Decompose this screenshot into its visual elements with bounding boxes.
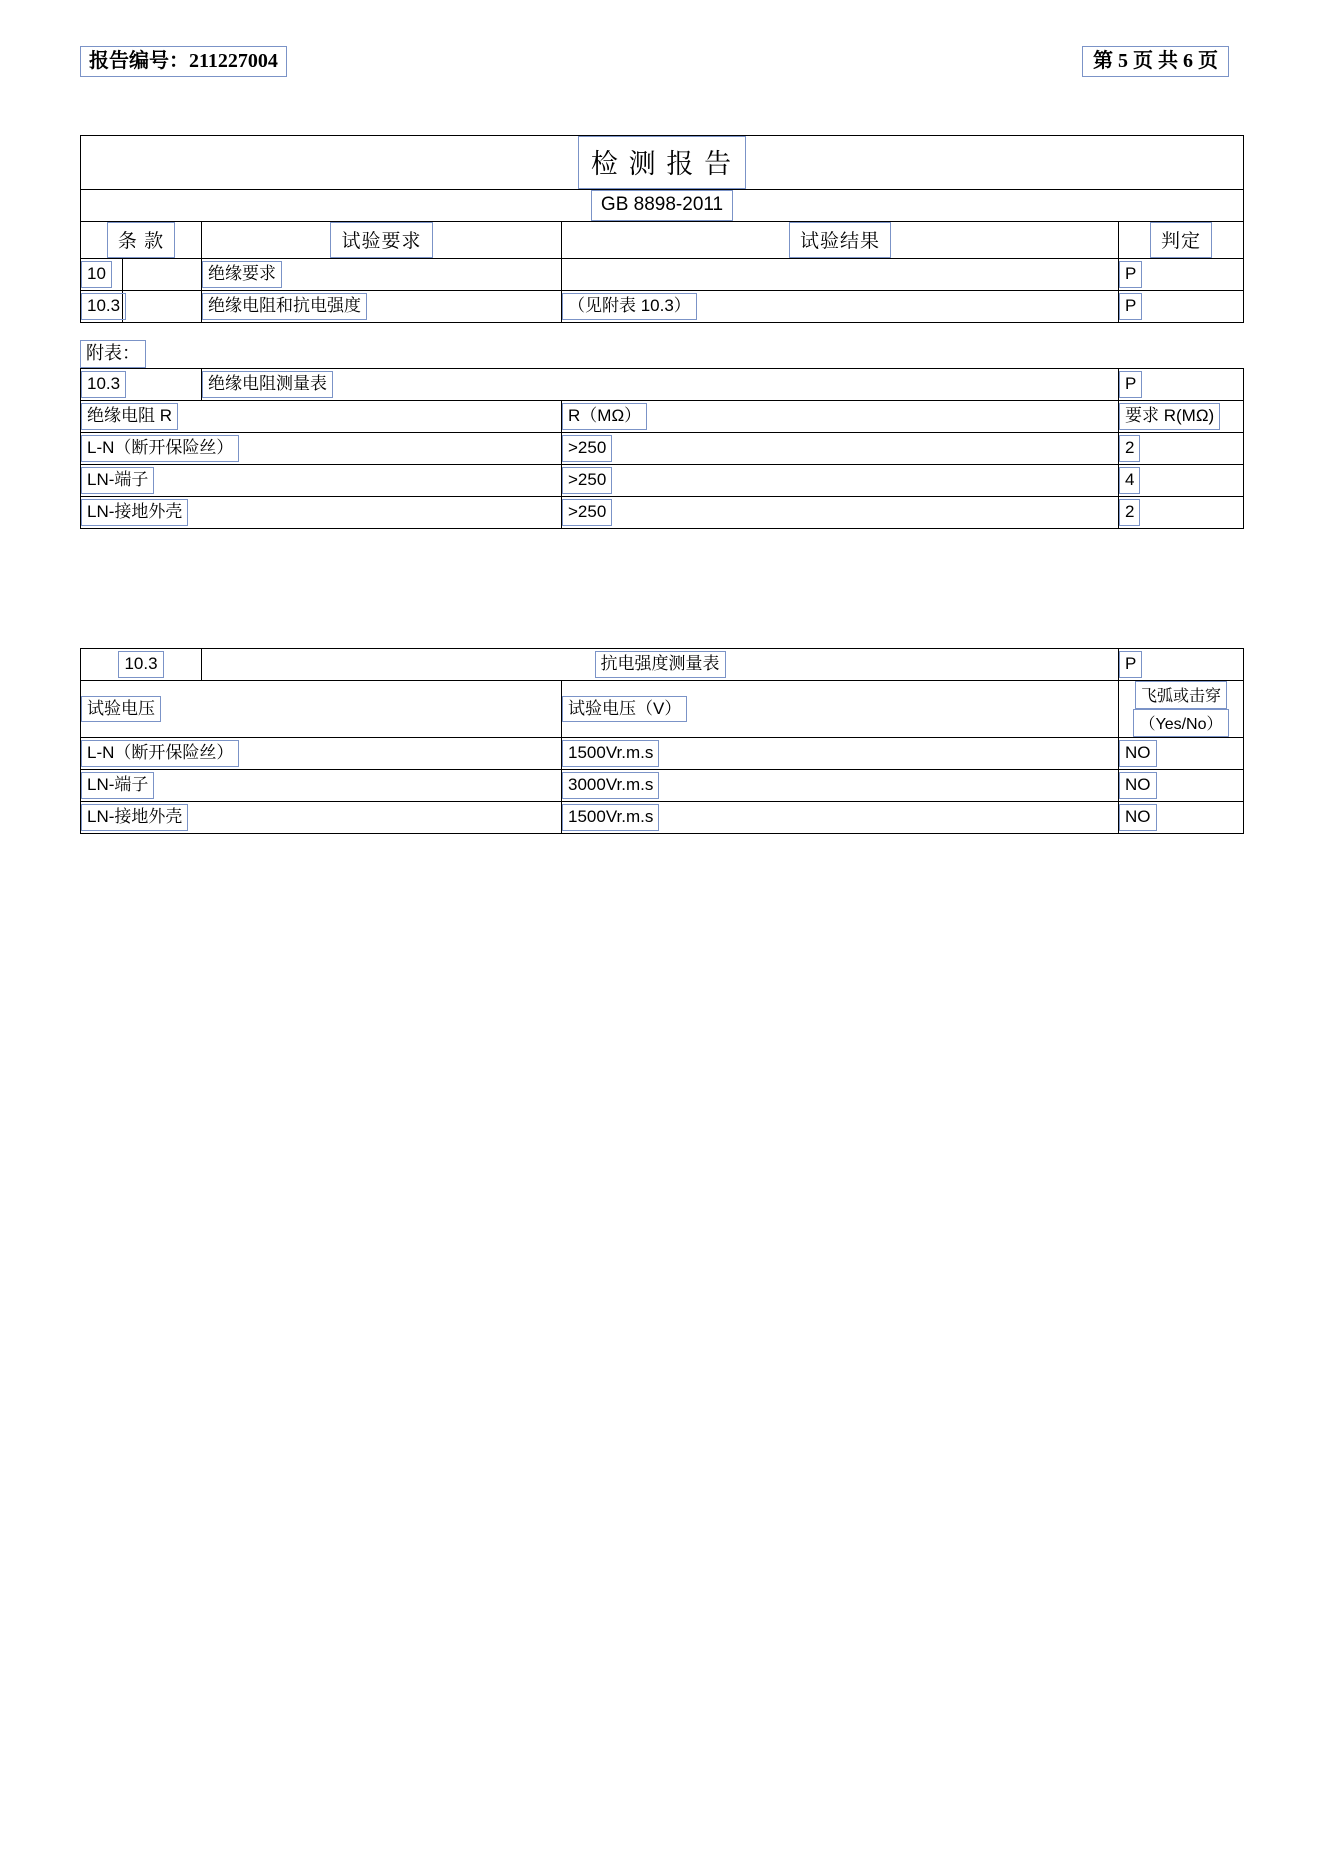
verdict-value: P: [1119, 651, 1142, 678]
cell-clause: [81, 369, 202, 401]
result-value: [562, 275, 572, 280]
cell-verdict: [1119, 291, 1244, 323]
page-header: [0, 46, 1323, 88]
col-flashover-label-line2: （Yes/No）: [1133, 709, 1228, 737]
table-row: [81, 770, 1244, 802]
cell-subtable-title: [202, 369, 1119, 401]
cell-item: [81, 433, 562, 465]
clause-value: 10.3: [81, 293, 126, 320]
measured-value: >250: [562, 435, 612, 462]
col-requirement-label: 试验要求: [330, 222, 432, 258]
col-verdict-label: 判定: [1150, 222, 1212, 258]
cell-subtable-title: [202, 649, 1119, 681]
verdict-value: P: [1119, 261, 1142, 288]
col-verdict-cell: [1119, 222, 1244, 259]
cell-verdict: [1119, 259, 1244, 291]
item-value: L-N（断开保险丝）: [81, 740, 239, 767]
table-row-standard: [81, 190, 1244, 222]
col-clause-cell: [81, 222, 202, 259]
cell-voltage: [562, 738, 1119, 770]
col-flashover-label-line1: 飞弧或击穿: [1135, 681, 1227, 709]
main-report-table: [80, 135, 1243, 323]
item-value: L-N（断开保险丝）: [81, 435, 239, 462]
cell-required: [1119, 497, 1244, 529]
item-value: LN-接地外壳: [81, 499, 188, 526]
cell-measured: [562, 497, 1119, 529]
subtable-title: 绝缘电阻测量表: [202, 371, 333, 398]
attachment-label: [80, 340, 146, 368]
table-row: [81, 291, 1244, 323]
cell-flashover: [1119, 770, 1244, 802]
table-row: [81, 802, 1244, 834]
col-requirement-cell: [202, 222, 562, 259]
item-value: LN-端子: [81, 467, 154, 494]
cell-measured: [562, 433, 1119, 465]
col-item-label: 试验电压: [81, 696, 161, 723]
cell-clause: [81, 259, 123, 291]
table-row: [81, 497, 1244, 529]
cell-requirement: [202, 259, 562, 291]
col-flashover-stack: [1119, 681, 1243, 737]
standard-cell: [81, 190, 1244, 222]
cell-verdict: [1119, 649, 1244, 681]
col-measured-label: R（MΩ）: [562, 403, 647, 430]
clause-value: 10.3: [81, 371, 126, 398]
table-row: [81, 433, 1244, 465]
col-required-label: 要求 R(MΩ): [1119, 403, 1220, 430]
cell-flashover: [1119, 802, 1244, 834]
insulation-resistance-table: [80, 368, 1243, 529]
table-row: [81, 738, 1244, 770]
cell-col-required: [1119, 401, 1244, 433]
cell-result: [562, 291, 1119, 323]
cell-item: [81, 770, 562, 802]
cell-voltage: [562, 770, 1119, 802]
cell-col-flashover: [1119, 681, 1244, 738]
voltage-value: 3000Vr.m.s: [562, 772, 659, 799]
cell-clause-sub: [123, 291, 202, 323]
table-row: [81, 465, 1244, 497]
report-title: 检 测 报 告: [578, 136, 746, 189]
cell-result: [562, 259, 1119, 291]
required-value: 4: [1119, 467, 1140, 494]
report-title-cell: [81, 136, 1244, 190]
col-clause-label: 条 款: [107, 222, 175, 258]
col-item-label: 绝缘电阻 R: [81, 403, 178, 430]
voltage-value: 1500Vr.m.s: [562, 740, 659, 767]
cell-col-measured: [562, 401, 1119, 433]
table-row-columns: [81, 681, 1244, 738]
cell-voltage: [562, 802, 1119, 834]
flashover-value: NO: [1119, 804, 1157, 831]
col-result-cell: [562, 222, 1119, 259]
cell-clause: [81, 291, 123, 323]
cell-required: [1119, 465, 1244, 497]
required-value: 2: [1119, 435, 1140, 462]
cell-required: [1119, 433, 1244, 465]
col-voltage-label: 试验电压（V）: [562, 696, 687, 723]
item-value: LN-接地外壳: [81, 804, 188, 831]
flashover-value: NO: [1119, 740, 1157, 767]
item-value: LN-端子: [81, 772, 154, 799]
table-row-header: [81, 649, 1244, 681]
cell-requirement: [202, 291, 562, 323]
voltage-value: 1500Vr.m.s: [562, 804, 659, 831]
attachment-label-text: 附表：: [80, 340, 146, 368]
verdict-value: P: [1119, 293, 1142, 320]
cell-item: [81, 465, 562, 497]
cell-item: [81, 738, 562, 770]
cell-verdict: [1119, 369, 1244, 401]
col-result-label: 试验结果: [789, 222, 891, 258]
verdict-value: P: [1119, 371, 1142, 398]
clause-value: 10: [81, 261, 112, 288]
table-row-header: [81, 369, 1244, 401]
requirement-value: 绝缘电阻和抗电强度: [202, 293, 367, 320]
clause-value: 10.3: [118, 651, 163, 678]
table-row-columns: [81, 401, 1244, 433]
measured-value: >250: [562, 499, 612, 526]
standard-code: GB 8898-2011: [591, 190, 733, 221]
dielectric-strength-table: [80, 648, 1243, 834]
result-value: （见附表 10.3）: [562, 293, 697, 320]
table-row-columns: [81, 222, 1244, 259]
cell-item: [81, 802, 562, 834]
requirement-value: 绝缘要求: [202, 261, 282, 288]
report-number: 报告编号：211227004: [80, 46, 287, 77]
table-row-title: [81, 136, 1244, 190]
cell-measured: [562, 465, 1119, 497]
required-value: 2: [1119, 499, 1140, 526]
table-row: [81, 259, 1244, 291]
page-number: 第 5 页 共 6 页: [1082, 46, 1229, 77]
cell-clause: [81, 649, 202, 681]
cell-clause-sub: [123, 259, 202, 291]
cell-col-item: [81, 401, 562, 433]
cell-col-item: [81, 681, 562, 738]
cell-item: [81, 497, 562, 529]
flashover-value: NO: [1119, 772, 1157, 799]
measured-value: >250: [562, 467, 612, 494]
cell-col-voltage: [562, 681, 1119, 738]
cell-flashover: [1119, 738, 1244, 770]
subtable-title: 抗电强度测量表: [595, 651, 726, 678]
